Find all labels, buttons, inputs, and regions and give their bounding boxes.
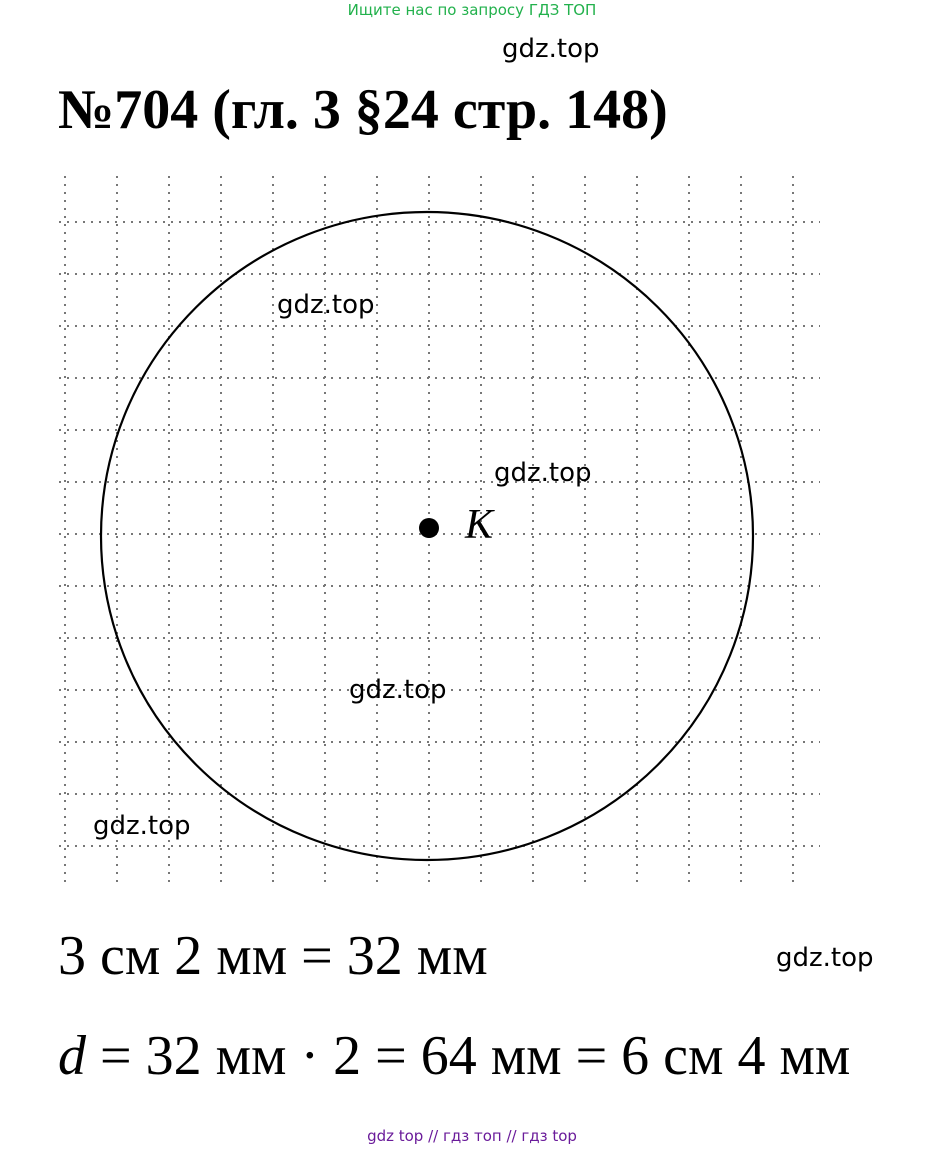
watermark: gdz.top (776, 943, 874, 973)
center-point-k (419, 518, 439, 538)
footer-watermark: gdz top // гдз топ // гдз top (367, 1127, 577, 1145)
grid-circle-diagram (55, 170, 830, 890)
grid (59, 176, 820, 884)
equation-line-2 (58, 1024, 850, 1088)
watermark: gdz.top (277, 290, 375, 320)
diameter-variable: d (58, 1025, 86, 1087)
equation-line-2-rest: = 32 мм · 2 = 64 мм = 6 см 4 мм (86, 1025, 851, 1087)
page-title: №704 (гл. 3 §24 стр. 148) (58, 79, 668, 141)
watermark: gdz.top (494, 458, 592, 488)
top-banner: Ищите нас по запросу ГДЗ ТОП (347, 1, 597, 19)
equation-line-1: 3 см 2 мм = 32 мм (58, 925, 488, 987)
watermark: gdz.top (93, 811, 191, 841)
watermark: gdz.top (349, 675, 447, 705)
point-label-k: K (465, 502, 494, 548)
watermark: gdz.top (502, 34, 600, 64)
